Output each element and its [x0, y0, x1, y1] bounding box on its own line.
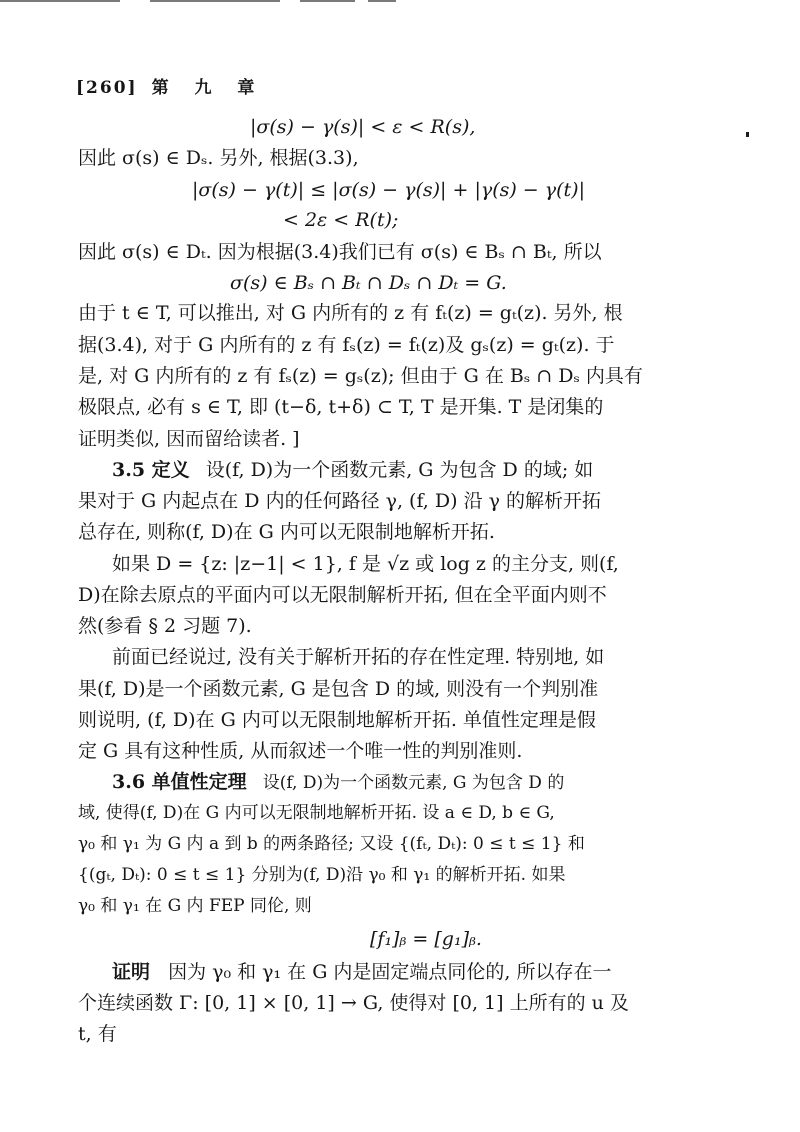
text-line: 果对于 G 内起点在 D 内的任何路径 γ, (f, D) 沿 γ 的解析开拓 [78, 490, 602, 512]
text-line: D)在除去原点的平面内可以无限制解析开拓, 但在全平面内则不 [78, 584, 607, 606]
equation-line: σ(s) ∈ Bₛ ∩ Bₜ ∩ Dₛ ∩ Dₜ = G. [230, 272, 507, 294]
theorem-text-line: γ₀ 和 γ₁ 为 G 内 a 到 b 的两条路径; 又设 {(fₜ, Dₜ): 0 ≤ t ≤ 1} 和 [78, 834, 585, 854]
text-line: 据(3.4), 对于 G 内所有的 z 有 fₛ(z) = fₜ(z)及 gₛ(z) = gₜ(z). 于 [78, 334, 615, 356]
theorem-text-line: 域, 使得(f, D)在 G 内可以无限制地解析开拓. 设 a ∈ D, b ∈ G, [78, 803, 555, 823]
text-line: 果(f, D)是一个函数元素, G 是包含 D 的域, 则没有一个判别准 [78, 678, 599, 700]
text-line: 定 G 具有这种性质, 从而叙述一个唯一性的判别准则. [78, 740, 523, 762]
definition-line: 3.5 定义 设(f, D)为一个函数元素, G 为包含 D 的域; 如 [112, 459, 594, 481]
equation-line: |σ(s) − γ(t)| ≤ |σ(s) − γ(s)| + |γ(s) − γ(t)| [192, 179, 585, 201]
text-line: 极限点, 必有 s ∈ T, 即 (t−δ, t+δ) ⊂ T, T 是开集. T 是闭集的 [78, 396, 604, 418]
text-line: 由于 t ∈ T, 可以推出, 对 G 内所有的 z 有 fₜ(z) = gₜ(z). 另外, 根 [78, 302, 623, 324]
text-line: 个连续函数 Γ: [0, 1] × [0, 1] → G, 使得对 [0, 1] 上所有的 u 及 [78, 992, 629, 1014]
top-scan-rule [0, 0, 120, 2]
equation-line: < 2ε < R(t); [283, 209, 399, 231]
theorem-title: 3.6 单值性定理 [112, 771, 247, 793]
text-line: 总存在, 则称(f, D)在 G 内可以无限制地解析开拓. [78, 521, 495, 543]
definition-title: 3.5 定义 [112, 459, 190, 481]
proof-line: 证明 因为 γ₀ 和 γ₁ 在 G 内是固定端点同伦的, 所以存在一 [112, 961, 612, 983]
text-line: 然(参看 § 2 习题 7). [78, 615, 252, 637]
proof-title: 证明 [112, 961, 151, 983]
theorem-line: 3.6 单值性定理 设(f, D)为一个函数元素, G 为包含 D 的 [112, 771, 565, 793]
equation-line: |σ(s) − γ(s)| < ε < R(s), [250, 116, 476, 138]
page-number: [260] [76, 78, 138, 98]
top-scan-rule [368, 0, 396, 2]
chapter-title: 第 九 章 [151, 78, 265, 98]
margin-mark [746, 132, 749, 137]
text-line: 是, 对 G 内所有的 z 有 fₛ(z) = gₛ(z); 但由于 G 在 Bₛ ∩ Dₛ 内具有 [78, 365, 643, 387]
text-line: 前面已经说过, 没有关于解析开拓的存在性定理. 特别地, 如 [112, 646, 605, 668]
theorem-text-line: γ₀ 和 γ₁ 在 G 内 FEP 同伦, 则 [78, 896, 312, 916]
top-scan-rule [300, 0, 355, 2]
text-line: 因此 σ(s) ∈ Dₜ. 因为根据(3.4)我们已有 σ(s) ∈ Bₛ ∩ Bₜ, 所以 [78, 241, 602, 263]
text-line: t, 有 [78, 1023, 117, 1045]
text-line: 则说明, (f, D)在 G 内可以无限制地解析开拓. 单值性定理是假 [78, 709, 596, 731]
equation-line: [f₁]ᵦ = [g₁]ᵦ. [370, 928, 482, 950]
text-line: 证明类似, 因而留给读者. ] [78, 428, 300, 450]
text-line: 因此 σ(s) ∈ Dₛ. 另外, 根据(3.3), [78, 147, 359, 169]
text-line: 如果 D = {z: |z−1| < 1}, f 是 √z 或 log z 的主分支, 则(f, [112, 553, 619, 575]
top-scan-rule [150, 0, 280, 2]
theorem-text-line: {(gₜ, Dₜ): 0 ≤ t ≤ 1} 分别为(f, D)沿 γ₀ 和 γ₁ 的解析开拓. 如果 [78, 865, 566, 885]
page-header [76, 76, 264, 100]
